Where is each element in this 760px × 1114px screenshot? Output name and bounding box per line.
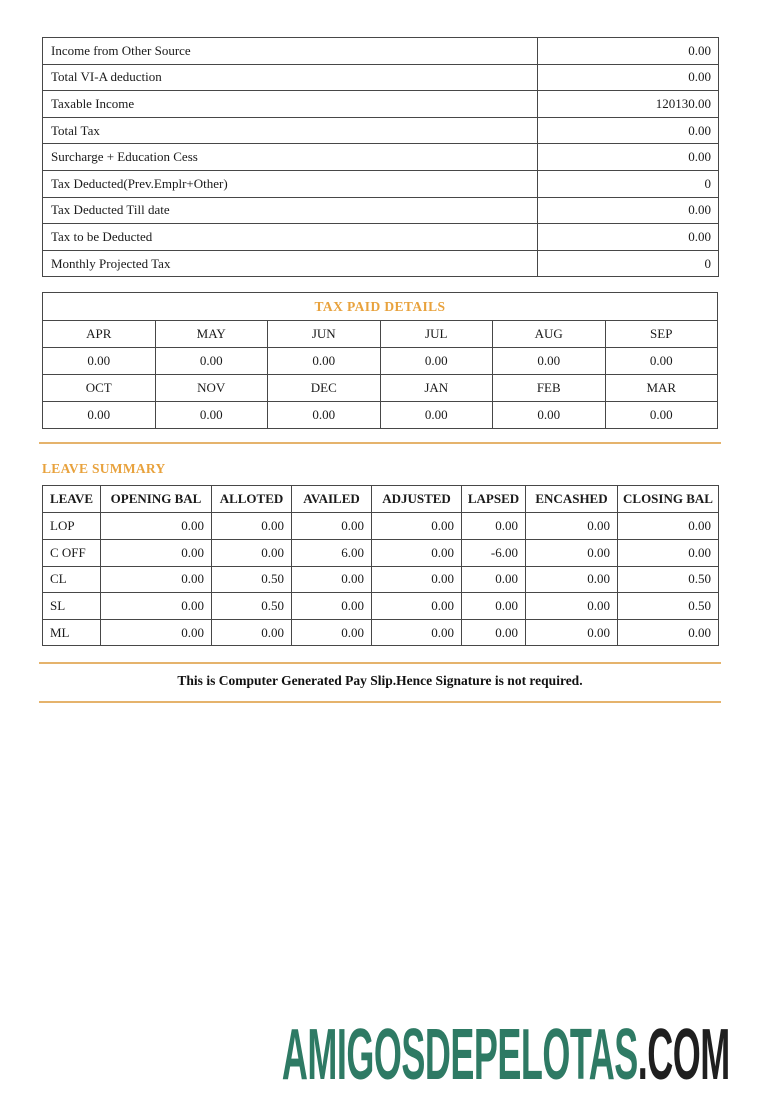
table-row	[43, 619, 719, 646]
month-cell: NOV	[155, 375, 268, 402]
amount-cell: 0.00	[43, 348, 156, 375]
tax-paid-title: TAX PAID DETAILS	[43, 293, 718, 321]
month-cell: MAY	[155, 321, 268, 348]
leave-value-cell: 0.00	[462, 513, 526, 540]
amount-cell: 0.00	[155, 402, 268, 429]
column-header: AVAILED	[292, 486, 372, 513]
leave-value-cell: 0.00	[101, 593, 212, 620]
column-header: OPENING BAL	[101, 486, 212, 513]
tax-summary-table	[42, 37, 719, 277]
table-row	[43, 117, 719, 144]
tax-row-label: Monthly Projected Tax	[43, 250, 538, 277]
leave-value-cell: 0.00	[101, 513, 212, 540]
tax-row-value: 0.00	[538, 117, 719, 144]
tax-row-value: 0.00	[538, 38, 719, 65]
leave-value-cell: 0.00	[618, 539, 719, 566]
table-row	[43, 566, 719, 593]
leave-summary-table	[42, 485, 719, 646]
leave-value-cell: -6.00	[462, 539, 526, 566]
leave-value-cell: 0.50	[212, 593, 292, 620]
amount-cell: 0.00	[380, 348, 493, 375]
leave-value-cell: 0.00	[462, 619, 526, 646]
amount-cell: 0.00	[605, 348, 718, 375]
tax-row-value: 0.00	[538, 197, 719, 224]
column-header: ENCASHED	[526, 486, 618, 513]
column-header: LEAVE	[43, 486, 101, 513]
leave-type-cell: ML	[43, 619, 101, 646]
tax-paid-details-table	[42, 292, 718, 429]
leave-value-cell: 6.00	[292, 539, 372, 566]
table-row	[43, 38, 719, 65]
table-header-row	[43, 486, 719, 513]
leave-value-cell: 0.50	[212, 566, 292, 593]
leave-value-cell: 0.00	[101, 619, 212, 646]
table-row	[43, 402, 718, 429]
leave-type-cell: SL	[43, 593, 101, 620]
table-row	[43, 224, 719, 251]
logo-text-suffix: .COM	[638, 1015, 730, 1095]
month-cell: AUG	[493, 321, 606, 348]
table-row	[43, 348, 718, 375]
amount-cell: 0.00	[605, 402, 718, 429]
month-cell: FEB	[493, 375, 606, 402]
month-cell: JAN	[380, 375, 493, 402]
table-row	[43, 170, 719, 197]
tax-row-value: 120130.00	[538, 91, 719, 118]
month-cell: JUN	[268, 321, 381, 348]
tax-row-label: Tax Deducted Till date	[43, 197, 538, 224]
leave-value-cell: 0.00	[292, 566, 372, 593]
leave-value-cell: 0.50	[618, 566, 719, 593]
tax-row-label: Taxable Income	[43, 91, 538, 118]
tax-row-label: Tax Deducted(Prev.Emplr+Other)	[43, 170, 538, 197]
month-cell: SEP	[605, 321, 718, 348]
leave-value-cell: 0.00	[292, 619, 372, 646]
tax-row-value: 0	[538, 250, 719, 277]
table-row	[43, 513, 719, 540]
leave-value-cell: 0.00	[526, 513, 618, 540]
tax-row-label: Total Tax	[43, 117, 538, 144]
month-cell: JUL	[380, 321, 493, 348]
table-row	[43, 144, 719, 171]
tax-row-label: Tax to be Deducted	[43, 224, 538, 251]
leave-value-cell: 0.00	[292, 513, 372, 540]
tax-row-value: 0.00	[538, 64, 719, 91]
leave-value-cell: 0.00	[292, 593, 372, 620]
column-header: LAPSED	[462, 486, 526, 513]
month-cell: DEC	[268, 375, 381, 402]
logo-text-main: AMIGOSDEPELOTAS	[282, 1015, 639, 1095]
tax-row-value: 0.00	[538, 224, 719, 251]
leave-type-cell: LOP	[43, 513, 101, 540]
tax-row-value: 0	[538, 170, 719, 197]
table-row	[43, 321, 718, 348]
amount-cell: 0.00	[493, 348, 606, 375]
leave-summary-heading: LEAVE SUMMARY	[42, 461, 166, 477]
month-cell: APR	[43, 321, 156, 348]
leave-value-cell: 0.00	[372, 513, 462, 540]
leave-type-cell: CL	[43, 566, 101, 593]
separator-line	[39, 442, 721, 444]
separator-line	[39, 662, 721, 664]
leave-value-cell: 0.00	[372, 593, 462, 620]
tax-row-label: Total VI-A deduction	[43, 64, 538, 91]
leave-value-cell: 0.00	[618, 619, 719, 646]
leave-value-cell: 0.00	[372, 619, 462, 646]
leave-value-cell: 0.00	[372, 566, 462, 593]
table-row	[43, 539, 719, 566]
leave-value-cell: 0.00	[526, 593, 618, 620]
leave-value-cell: 0.00	[526, 539, 618, 566]
signature-disclaimer: This is Computer Generated Pay Slip.Hence Signature is not required.	[177, 673, 583, 689]
amount-cell: 0.00	[493, 402, 606, 429]
payslip-page	[42, 37, 718, 429]
amount-cell: 0.00	[268, 348, 381, 375]
leave-value-cell: 0.00	[462, 593, 526, 620]
leave-value-cell: 0.00	[526, 619, 618, 646]
leave-value-cell: 0.00	[212, 539, 292, 566]
column-header: ADJUSTED	[372, 486, 462, 513]
separator-line	[39, 701, 721, 703]
column-header: ALLOTED	[212, 486, 292, 513]
table-row	[43, 91, 719, 118]
table-row	[43, 593, 719, 620]
tax-row-value: 0.00	[538, 144, 719, 171]
table-row	[43, 293, 718, 321]
leave-value-cell: 0.00	[526, 566, 618, 593]
leave-value-cell: 0.00	[462, 566, 526, 593]
amount-cell: 0.00	[155, 348, 268, 375]
leave-value-cell: 0.00	[212, 619, 292, 646]
month-cell: OCT	[43, 375, 156, 402]
leave-value-cell: 0.00	[212, 513, 292, 540]
amount-cell: 0.00	[43, 402, 156, 429]
table-row	[43, 375, 718, 402]
amount-cell: 0.00	[268, 402, 381, 429]
table-row	[43, 197, 719, 224]
tax-row-label: Income from Other Source	[43, 38, 538, 65]
leave-type-cell: C OFF	[43, 539, 101, 566]
leave-value-cell: 0.00	[618, 513, 719, 540]
leave-value-cell: 0.00	[101, 566, 212, 593]
site-logo	[282, 1015, 730, 1095]
leave-value-cell: 0.00	[101, 539, 212, 566]
leave-value-cell: 0.00	[372, 539, 462, 566]
table-row	[43, 64, 719, 91]
column-header: CLOSING BAL	[618, 486, 719, 513]
table-row	[43, 250, 719, 277]
tax-row-label: Surcharge + Education Cess	[43, 144, 538, 171]
month-cell: MAR	[605, 375, 718, 402]
amount-cell: 0.00	[380, 402, 493, 429]
leave-value-cell: 0.50	[618, 593, 719, 620]
